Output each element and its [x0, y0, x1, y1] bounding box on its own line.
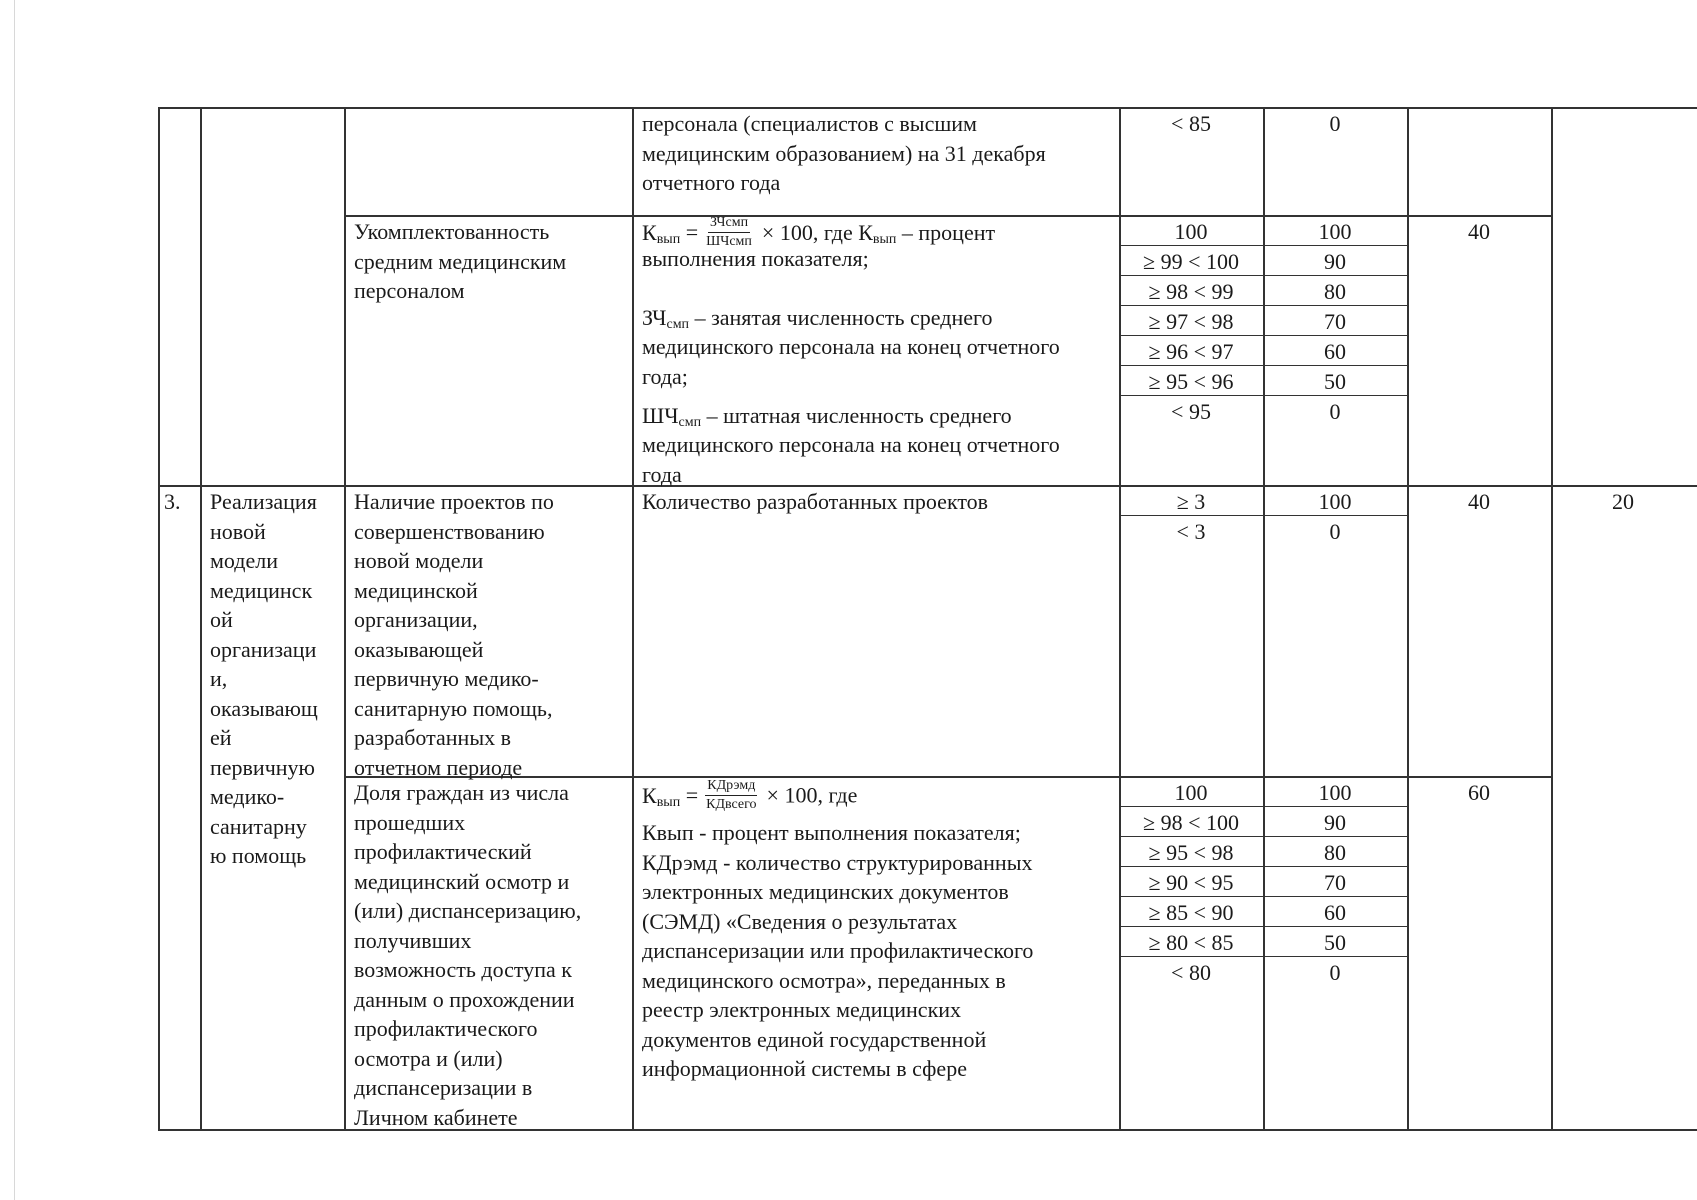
formula-denominator: КДвсего — [706, 797, 757, 812]
threshold-value: ≥ 96 < 97 — [1148, 339, 1234, 364]
formula-denominator: ШЧсмп — [706, 234, 752, 249]
threshold-value: < 3 — [1176, 519, 1206, 544]
indicator-formula — [642, 780, 1112, 815]
score-value: 80 — [1324, 840, 1346, 865]
threshold-value: < 85 — [1171, 111, 1211, 136]
formula-equals: = — [685, 782, 699, 808]
criterion-name: Доля граждан из числа прошедших профилактический медицинский осмотр и (или) диспансеризацию, получивших возможность доступа к данным о прохождении профилактического осмотра и (или) диспансеризации в Личном кабинете — [354, 780, 582, 1130]
score-value: 60 — [1324, 339, 1346, 364]
weight-value: 40 — [1468, 219, 1490, 244]
formula-equals: = — [685, 219, 699, 245]
threshold-value: ≥ 99 < 100 — [1143, 249, 1239, 274]
weight-value: 40 — [1468, 489, 1490, 514]
formula-fraction — [704, 778, 758, 813]
col-rule — [200, 107, 202, 1130]
section-number: 3. — [164, 489, 181, 514]
indicator-text: персонала (специалистов с высшим медицинским образованием) на 31 декабря отчетного года — [642, 111, 1046, 195]
threshold-value: 100 — [1174, 219, 1208, 244]
score-value: 80 — [1324, 279, 1346, 304]
section-weight: 20 — [1612, 489, 1634, 514]
col-rule — [1551, 107, 1553, 1130]
score-value: 70 — [1324, 309, 1346, 334]
threshold-value: ≥ 90 < 95 — [1148, 870, 1234, 895]
formula-numerator: ЗЧсмп — [708, 215, 750, 233]
page-edge — [14, 0, 15, 1200]
formula-numerator: КДрэмд — [705, 778, 757, 796]
indicator-text: Квып - процент выполнения показателя; КДрэмд - количество структурированных электронных медицинских документов (СЭМД) «Сведения о результатах диспансеризации или профилактического медицинского осмотра», переданных в реестр электронных медицинских документов единой государственной информационной системы в сфере — [642, 820, 1034, 1081]
formula-lhs: $К_{вып}$ — [642, 219, 681, 247]
threshold-value: ≥ 97 < 98 — [1148, 309, 1234, 334]
score-value: 90 — [1324, 810, 1346, 835]
threshold-value: ≥ 98 < 99 — [1148, 279, 1234, 304]
threshold-value: ≥ 3 — [1176, 489, 1206, 514]
indicator-text: Количество разработанных проектов — [642, 489, 989, 514]
col-rule — [344, 107, 346, 1130]
formula-tail: × 100, где $К_{вып}$ – процент — [761, 219, 996, 247]
score-value: 100 — [1318, 780, 1352, 805]
criterion-name: Наличие проектов по совершенствованию новой модели медицинской организации, оказывающей первичную медико- санитарную помощь, разработанных в отчетном периоде — [354, 489, 554, 780]
indicator-text: выполнения показателя; — [642, 246, 869, 271]
score-value: 60 — [1324, 900, 1346, 925]
score-value: 0 — [1329, 960, 1341, 985]
threshold-value: ≥ 95 < 98 — [1148, 840, 1234, 865]
weight-value: 60 — [1468, 780, 1490, 805]
score-value: 100 — [1318, 219, 1352, 244]
score-value: 50 — [1324, 369, 1346, 394]
score-value: 0 — [1329, 399, 1341, 424]
criterion-name: Укомплектованность средним медицинским персоналом — [354, 219, 567, 303]
score-value: 50 — [1324, 930, 1346, 955]
criteria-table — [158, 107, 1697, 1130]
threshold-value: ≥ 95 < 96 — [1148, 369, 1234, 394]
threshold-value: ≥ 80 < 85 — [1148, 930, 1234, 955]
col-rule — [632, 107, 634, 1130]
threshold-value: ≥ 98 < 100 — [1143, 810, 1239, 835]
section-title: Реализация новой модели медицинск ой организаци и, оказывающ ей первичную медико- санитарну ю помощь — [210, 489, 318, 868]
indicator-definition: $ЗЧ_{смп}$ – занятая численность среднего медицинского персонала на конец отчетного года; — [642, 304, 1060, 389]
threshold-value: < 80 — [1171, 960, 1211, 985]
score-value: 0 — [1329, 111, 1341, 136]
score-value: 70 — [1324, 870, 1346, 895]
formula-tail: × 100, где — [766, 782, 858, 808]
score-value: 0 — [1329, 519, 1341, 544]
formula-lhs: $К_{вып}$ — [642, 782, 681, 810]
threshold-value: 100 — [1174, 780, 1208, 805]
col-rule — [158, 107, 160, 1130]
threshold-value: ≥ 85 < 90 — [1148, 900, 1234, 925]
indicator-definition: $ШЧ_{смп}$ – штатная численность среднего медицинского персонала на конец отчетного года — [642, 402, 1060, 487]
score-value: 100 — [1318, 489, 1352, 514]
col-rule — [1407, 107, 1409, 1130]
threshold-value: < 95 — [1171, 399, 1211, 424]
score-value: 90 — [1324, 249, 1346, 274]
